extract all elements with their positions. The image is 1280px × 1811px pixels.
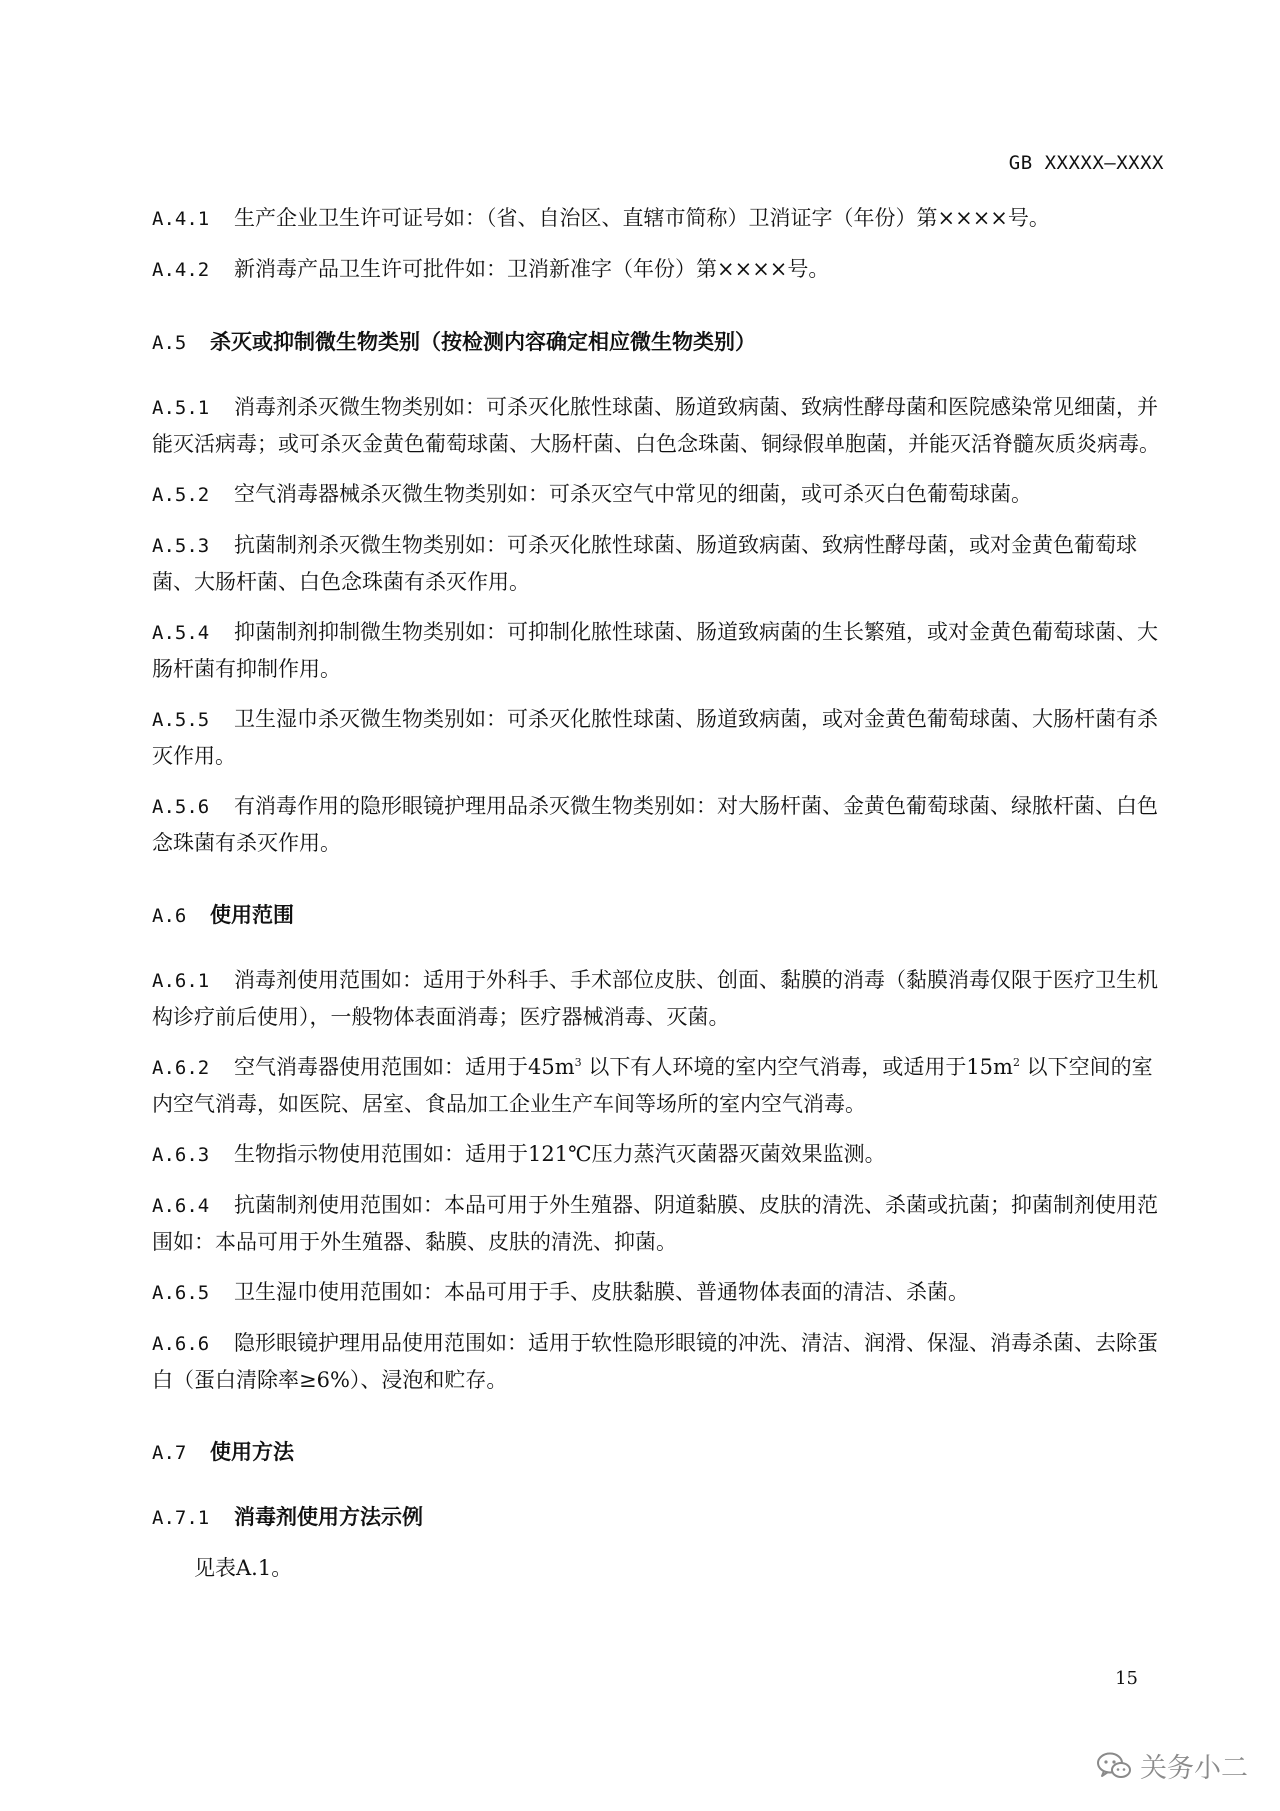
clause-number: A.5.5 [152, 709, 210, 731]
clause-text: 抗菌制剂杀灭微生物类别如：可杀灭化脓性球菌、肠道致病菌、致病性酵母菌，或对金黄色葡萄球菌、大肠杆菌、白色念珠菌有杀灭作用。 [152, 533, 1137, 594]
superscript-square: 2 [1012, 1056, 1020, 1069]
clause-text-part: 空气消毒器使用范围如：适用于45m [234, 1055, 575, 1079]
clause-text: 消毒剂杀灭微生物类别如：可杀灭化脓性球菌、肠道致病菌、致病性酵母菌和医院感染常见细菌，并能灭活病毒；或可杀灭金黄色葡萄球菌、大肠杆菌、白色念珠菌、铜绿假单胞菌，并能灭活脊髓灰质炎病毒。 [152, 395, 1160, 456]
section-title: 使用范围 [210, 903, 294, 927]
clause-number: A.4.1 [152, 208, 210, 230]
clause-a-5-4 [152, 614, 1162, 687]
clause-a-5-1 [152, 389, 1162, 462]
clause-a-5-3 [152, 527, 1162, 600]
clause-text: 生物指示物使用范围如：适用于121℃压力蒸汽灭菌器灭菌效果监测。 [234, 1142, 886, 1166]
clause-number: A.6.3 [152, 1144, 210, 1166]
watermark [1096, 1746, 1248, 1785]
section-heading-a-6 [152, 897, 1162, 934]
clause-a-6-1 [152, 962, 1162, 1035]
subsection-title: 消毒剂使用方法示例 [234, 1505, 423, 1529]
clause-number: A.6.4 [152, 1195, 210, 1217]
clause-text-part: 以下空间的室内空气消毒，如医院、居室、食品加工企业生产车间等场所的室内空气消毒。 [152, 1055, 1153, 1116]
clause-text: 新消毒产品卫生许可批件如：卫消新准字（年份）第××××号。 [234, 257, 830, 281]
clause-text: 有消毒作用的隐形眼镜护理用品杀灭微生物类别如：对大肠杆菌、金黄色葡萄球菌、绿脓杆菌、白色念珠菌有杀灭作用。 [152, 794, 1158, 855]
clause-a-5-2 [152, 476, 1162, 513]
clause-number: A.6.6 [152, 1333, 210, 1355]
section-number: A.5 [152, 332, 187, 354]
clause-text: 生产企业卫生许可证号如：（省、自治区、直辖市简称）卫消证字（年份）第××××号。 [234, 206, 1050, 230]
header-standard-code: GB XXXXX—XXXX [1008, 152, 1164, 174]
clause-number: A.6.1 [152, 970, 210, 992]
clause-a-6-4 [152, 1187, 1162, 1260]
clause-text: 卫生湿巾杀灭微生物类别如：可杀灭化脓性球菌、肠道致病菌，或对金黄色葡萄球菌、大肠杆菌有杀灭作用。 [152, 707, 1158, 768]
page-number: 15 [1115, 1668, 1138, 1689]
clause-a-6-5 [152, 1274, 1162, 1311]
clause-number: A.5.1 [152, 397, 210, 419]
table-reference: 见表A.1。 [194, 1556, 293, 1580]
clause-number: A.5.6 [152, 796, 210, 818]
watermark-text: 关务小二 [1140, 1753, 1248, 1784]
clause-text: 卫生湿巾使用范围如：本品可用于手、皮肤黏膜、普通物体表面的清洁、杀菌。 [234, 1280, 969, 1304]
clause-a-6-3 [152, 1136, 1162, 1173]
clause-number: A.6.2 [152, 1057, 210, 1079]
clause-a-5-5 [152, 701, 1162, 774]
clause-number: A.5.3 [152, 535, 210, 557]
wechat-icon [1096, 1751, 1132, 1781]
section-heading-a-5 [152, 324, 1162, 361]
clause-number: A.5.4 [152, 622, 210, 644]
clause-number: A.6.5 [152, 1282, 210, 1304]
subsection-number: A.7.1 [152, 1507, 210, 1529]
clause-a-6-6 [152, 1325, 1162, 1398]
document-body [152, 200, 1162, 1586]
clause-number: A.4.2 [152, 259, 210, 281]
clause-a-6-2 [152, 1049, 1162, 1122]
clause-text: 隐形眼镜护理用品使用范围如：适用于软性隐形眼镜的冲洗、清洁、润滑、保湿、消毒杀菌、去除蛋白（蛋白清除率≥6%）、浸泡和贮存。 [152, 1331, 1158, 1392]
clause-a-4-1 [152, 200, 1162, 237]
clause-text: 空气消毒器械杀灭微生物类别如：可杀灭空气中常见的细菌，或可杀灭白色葡萄球菌。 [234, 482, 1032, 506]
section-number: A.7 [152, 1442, 187, 1464]
section-number: A.6 [152, 905, 187, 927]
clause-text-part: 以下有人环境的室内空气消毒，或适用于15m [581, 1055, 1013, 1079]
section-title: 杀灭或抑制微生物类别（按检测内容确定相应微生物类别） [210, 330, 756, 354]
clause-text: 抗菌制剂使用范围如：本品可用于外生殖器、阴道黏膜、皮肤的清洗、杀菌或抗菌；抑菌制剂使用范围如：本品可用于外生殖器、黏膜、皮肤的清洗、抑菌。 [152, 1193, 1158, 1254]
section-heading-a-7 [152, 1434, 1162, 1471]
clause-a-4-2 [152, 251, 1162, 288]
clause-a-5-6 [152, 788, 1162, 861]
clause-text: 消毒剂使用范围如：适用于外科手、手术部位皮肤、创面、黏膜的消毒（黏膜消毒仅限于医疗卫生机构诊疗前后使用），一般物体表面消毒；医疗器械消毒、灭菌。 [152, 968, 1158, 1029]
section-title: 使用方法 [210, 1440, 294, 1464]
subsection-heading-a-7-1 [152, 1499, 1162, 1536]
clause-text: 抑菌制剂抑制微生物类别如：可抑制化脓性球菌、肠道致病菌的生长繁殖，或对金黄色葡萄球菌、大肠杆菌有抑制作用。 [152, 620, 1158, 681]
superscript-cubic: 3 [574, 1056, 582, 1069]
clause-number: A.5.2 [152, 484, 210, 506]
